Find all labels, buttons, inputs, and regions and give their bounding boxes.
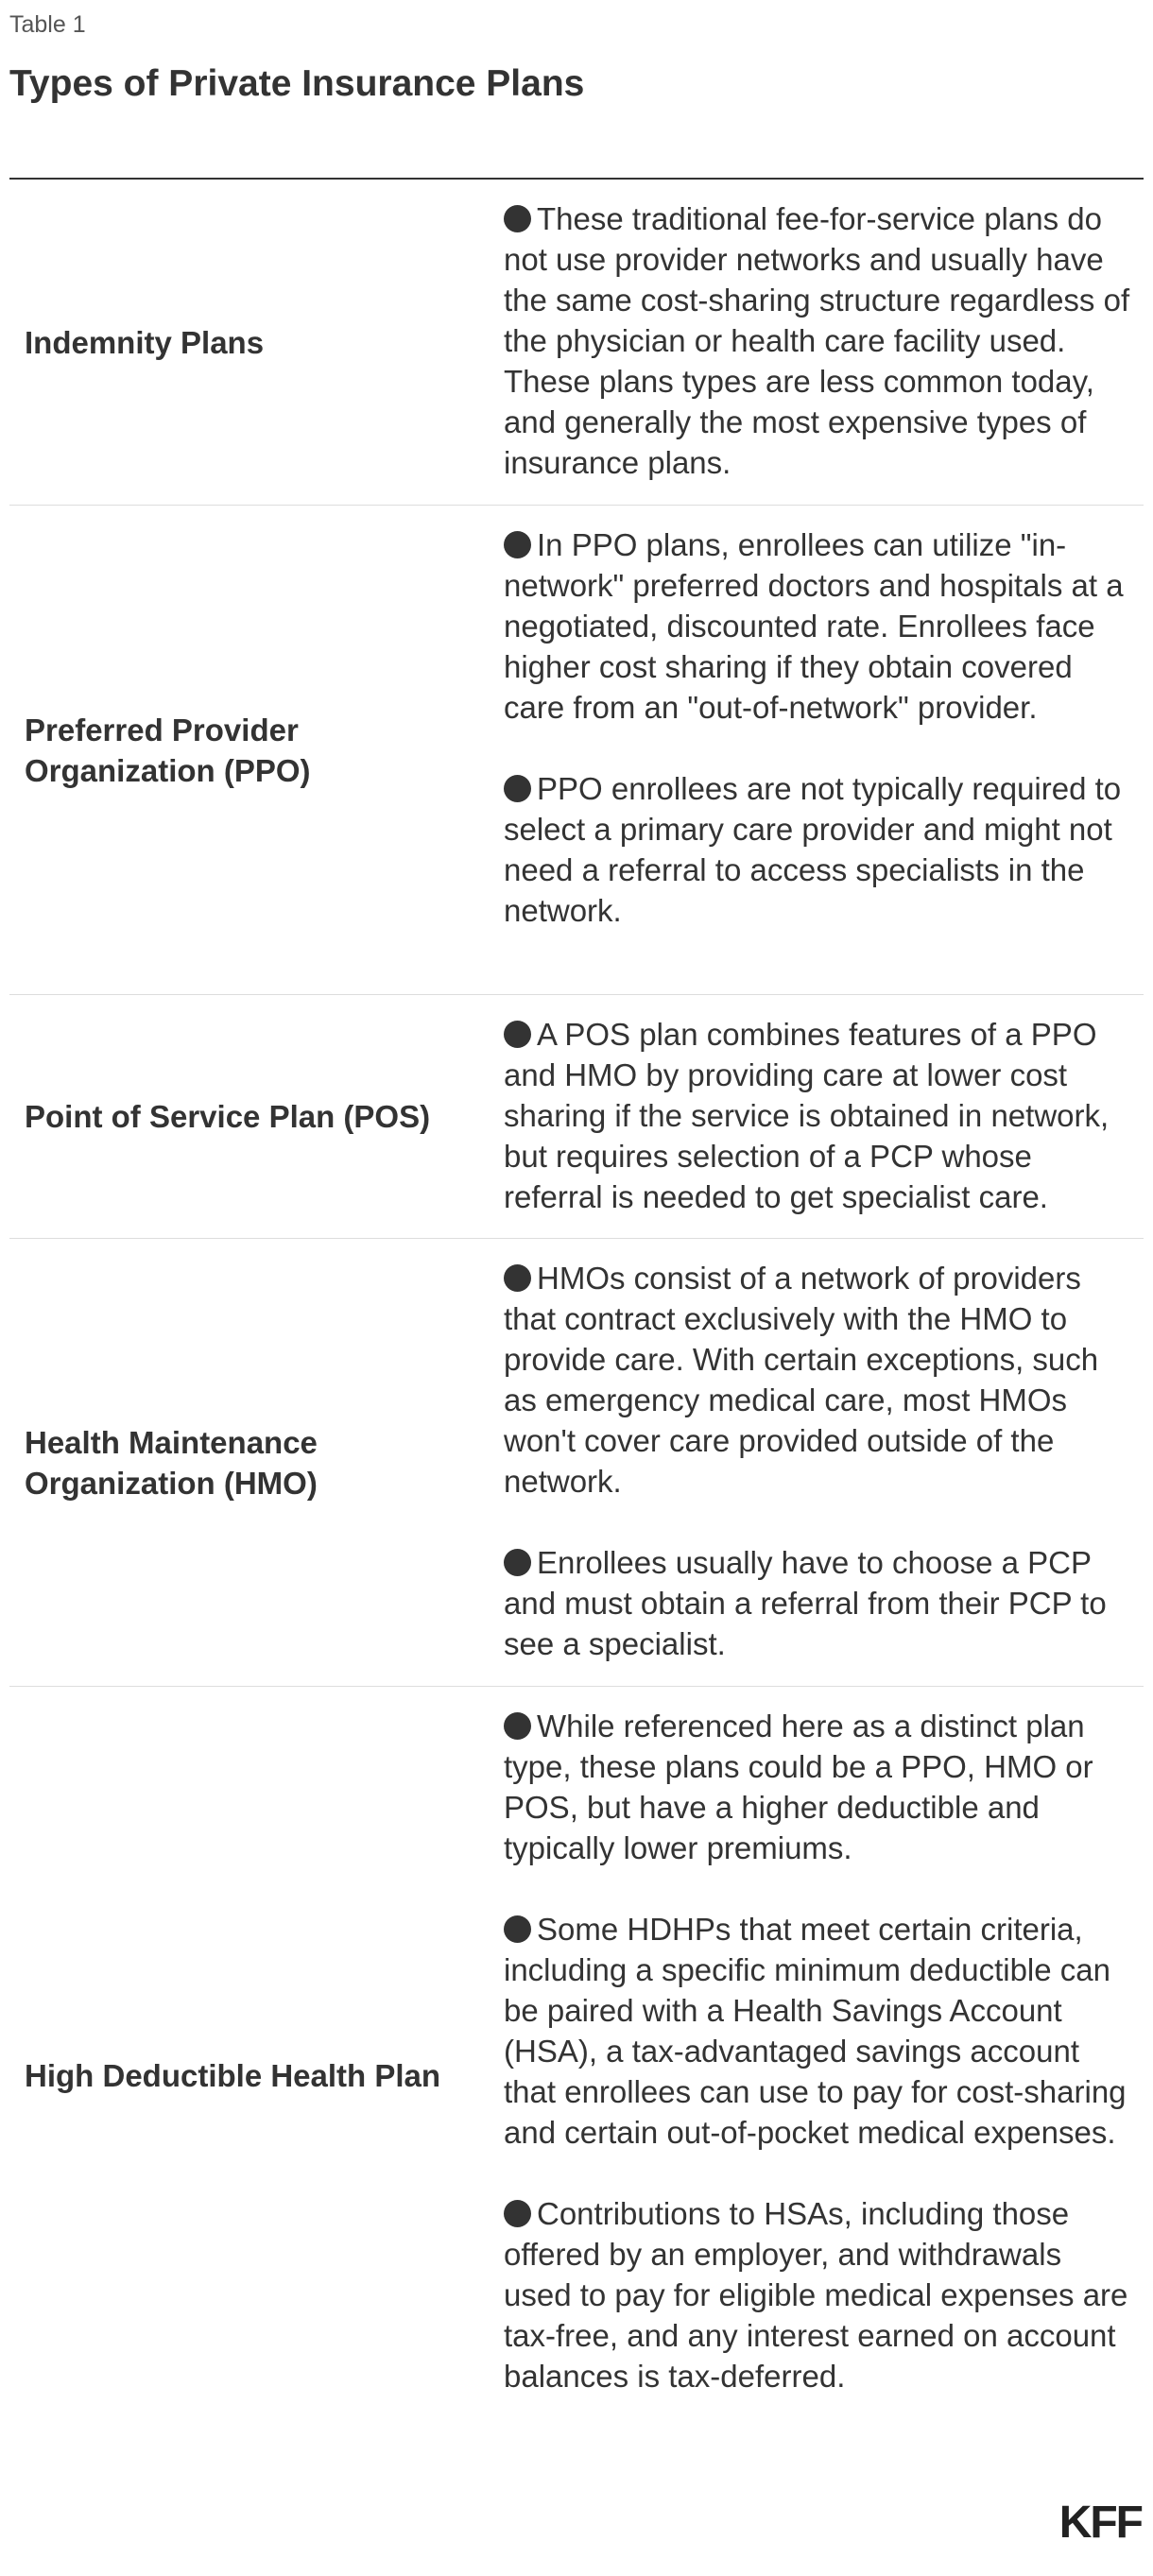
table-row-ppo — [9, 506, 1144, 995]
plan-description — [504, 1258, 1137, 1664]
plan-description — [504, 198, 1137, 483]
bullet-icon — [504, 531, 531, 558]
plans-table — [9, 178, 1144, 2394]
bullet-icon — [504, 1264, 531, 1292]
description-paragraph — [504, 768, 1137, 931]
table-row-pos — [9, 995, 1144, 1239]
plan-description — [504, 524, 1137, 931]
plan-name: Preferred Provider Organization (PPO) — [25, 712, 311, 788]
description-paragraph — [504, 2193, 1137, 2396]
plan-description — [504, 1014, 1137, 1217]
bullet-icon — [504, 775, 531, 802]
bullet-icon — [504, 205, 531, 232]
description-paragraph — [504, 1909, 1137, 2153]
paragraph-text: HMOs consist of a network of providers that contract exclusively with the HMO to provide care. With certain exceptions, such as emergency medical care, most HMOs won't cover care provided outside of the network. — [504, 1261, 1099, 1499]
paragraph-text: A POS plan combines features of a PPO and HMO by providing care at lower cost sharing if the service is obtained in network, but requires selection of a PCP whose referral is needed to get specialist care. — [504, 1017, 1110, 1214]
description-paragraph — [504, 1706, 1137, 1868]
description-paragraph — [504, 1258, 1137, 1502]
bullet-icon — [504, 2200, 531, 2227]
plan-name: Point of Service Plan (POS) — [25, 1099, 431, 1134]
bullet-icon — [504, 1549, 531, 1576]
plan-description — [504, 1706, 1137, 2396]
description-paragraph — [504, 1542, 1137, 1664]
table-row-hdhp — [9, 1687, 1144, 2464]
plan-name: High Deductible Health Plan — [25, 2057, 441, 2093]
kff-logo: KFF — [1058, 2498, 1142, 2548]
bullet-icon — [504, 1021, 531, 1048]
description-paragraph — [504, 1014, 1137, 1217]
plan-name: Indemnity Plans — [25, 324, 265, 360]
bullet-icon — [504, 1915, 531, 1943]
paragraph-text: While referenced here as a distinct plan type, these plans could be a PPO, HMO or POS, but have a higher deductible and typically lower premiums. — [504, 1709, 1093, 1865]
paragraph-text: PPO enrollees are not typically required to select a primary care provider and might not need a referral to access specialists in the network. — [504, 771, 1122, 928]
table-row-indemnity — [9, 180, 1144, 506]
paragraph-text: Some HDHPs that meet certain criteria, including a specific minimum deductible can be paired with a Health Savings Account (HSA), a tax-advantaged savings account that enrollees can use to pay for cost-sharing and certain out-of-pocket medical expenses. — [504, 1912, 1127, 2150]
paragraph-text: Contributions to HSAs, including those offered by an employer, and withdrawals used to pay for eligible medical expenses are tax-free, and any interest earned on account balances is tax-deferred. — [504, 2196, 1128, 2394]
table-label: Table 1 — [9, 11, 86, 38]
paragraph-text: These traditional fee-for-service plans do not use provider networks and usually have the same cost-sharing structure regardless of the physician or health care facility used. These plans types are less common today, and generally the most expensive types of insurance plans. — [504, 201, 1130, 480]
plan-name: Health Maintenance Organization (HMO) — [25, 1424, 318, 1501]
paragraph-text: In PPO plans, enrollees can utilize "in-network" preferred doctors and hospitals at a negotiated, discounted rate. Enrollees face higher cost sharing if they obtain covered care from an "out-of-network" provider. — [504, 527, 1124, 725]
description-paragraph — [504, 198, 1137, 483]
paragraph-text: Enrollees usually have to choose a PCP and must obtain a referral from their PCP to see a specialist. — [504, 1545, 1107, 1661]
table-title: Types of Private Insurance Plans — [9, 63, 585, 104]
description-paragraph — [504, 524, 1137, 728]
bullet-icon — [504, 1712, 531, 1740]
table-row-hmo — [9, 1239, 1144, 1687]
